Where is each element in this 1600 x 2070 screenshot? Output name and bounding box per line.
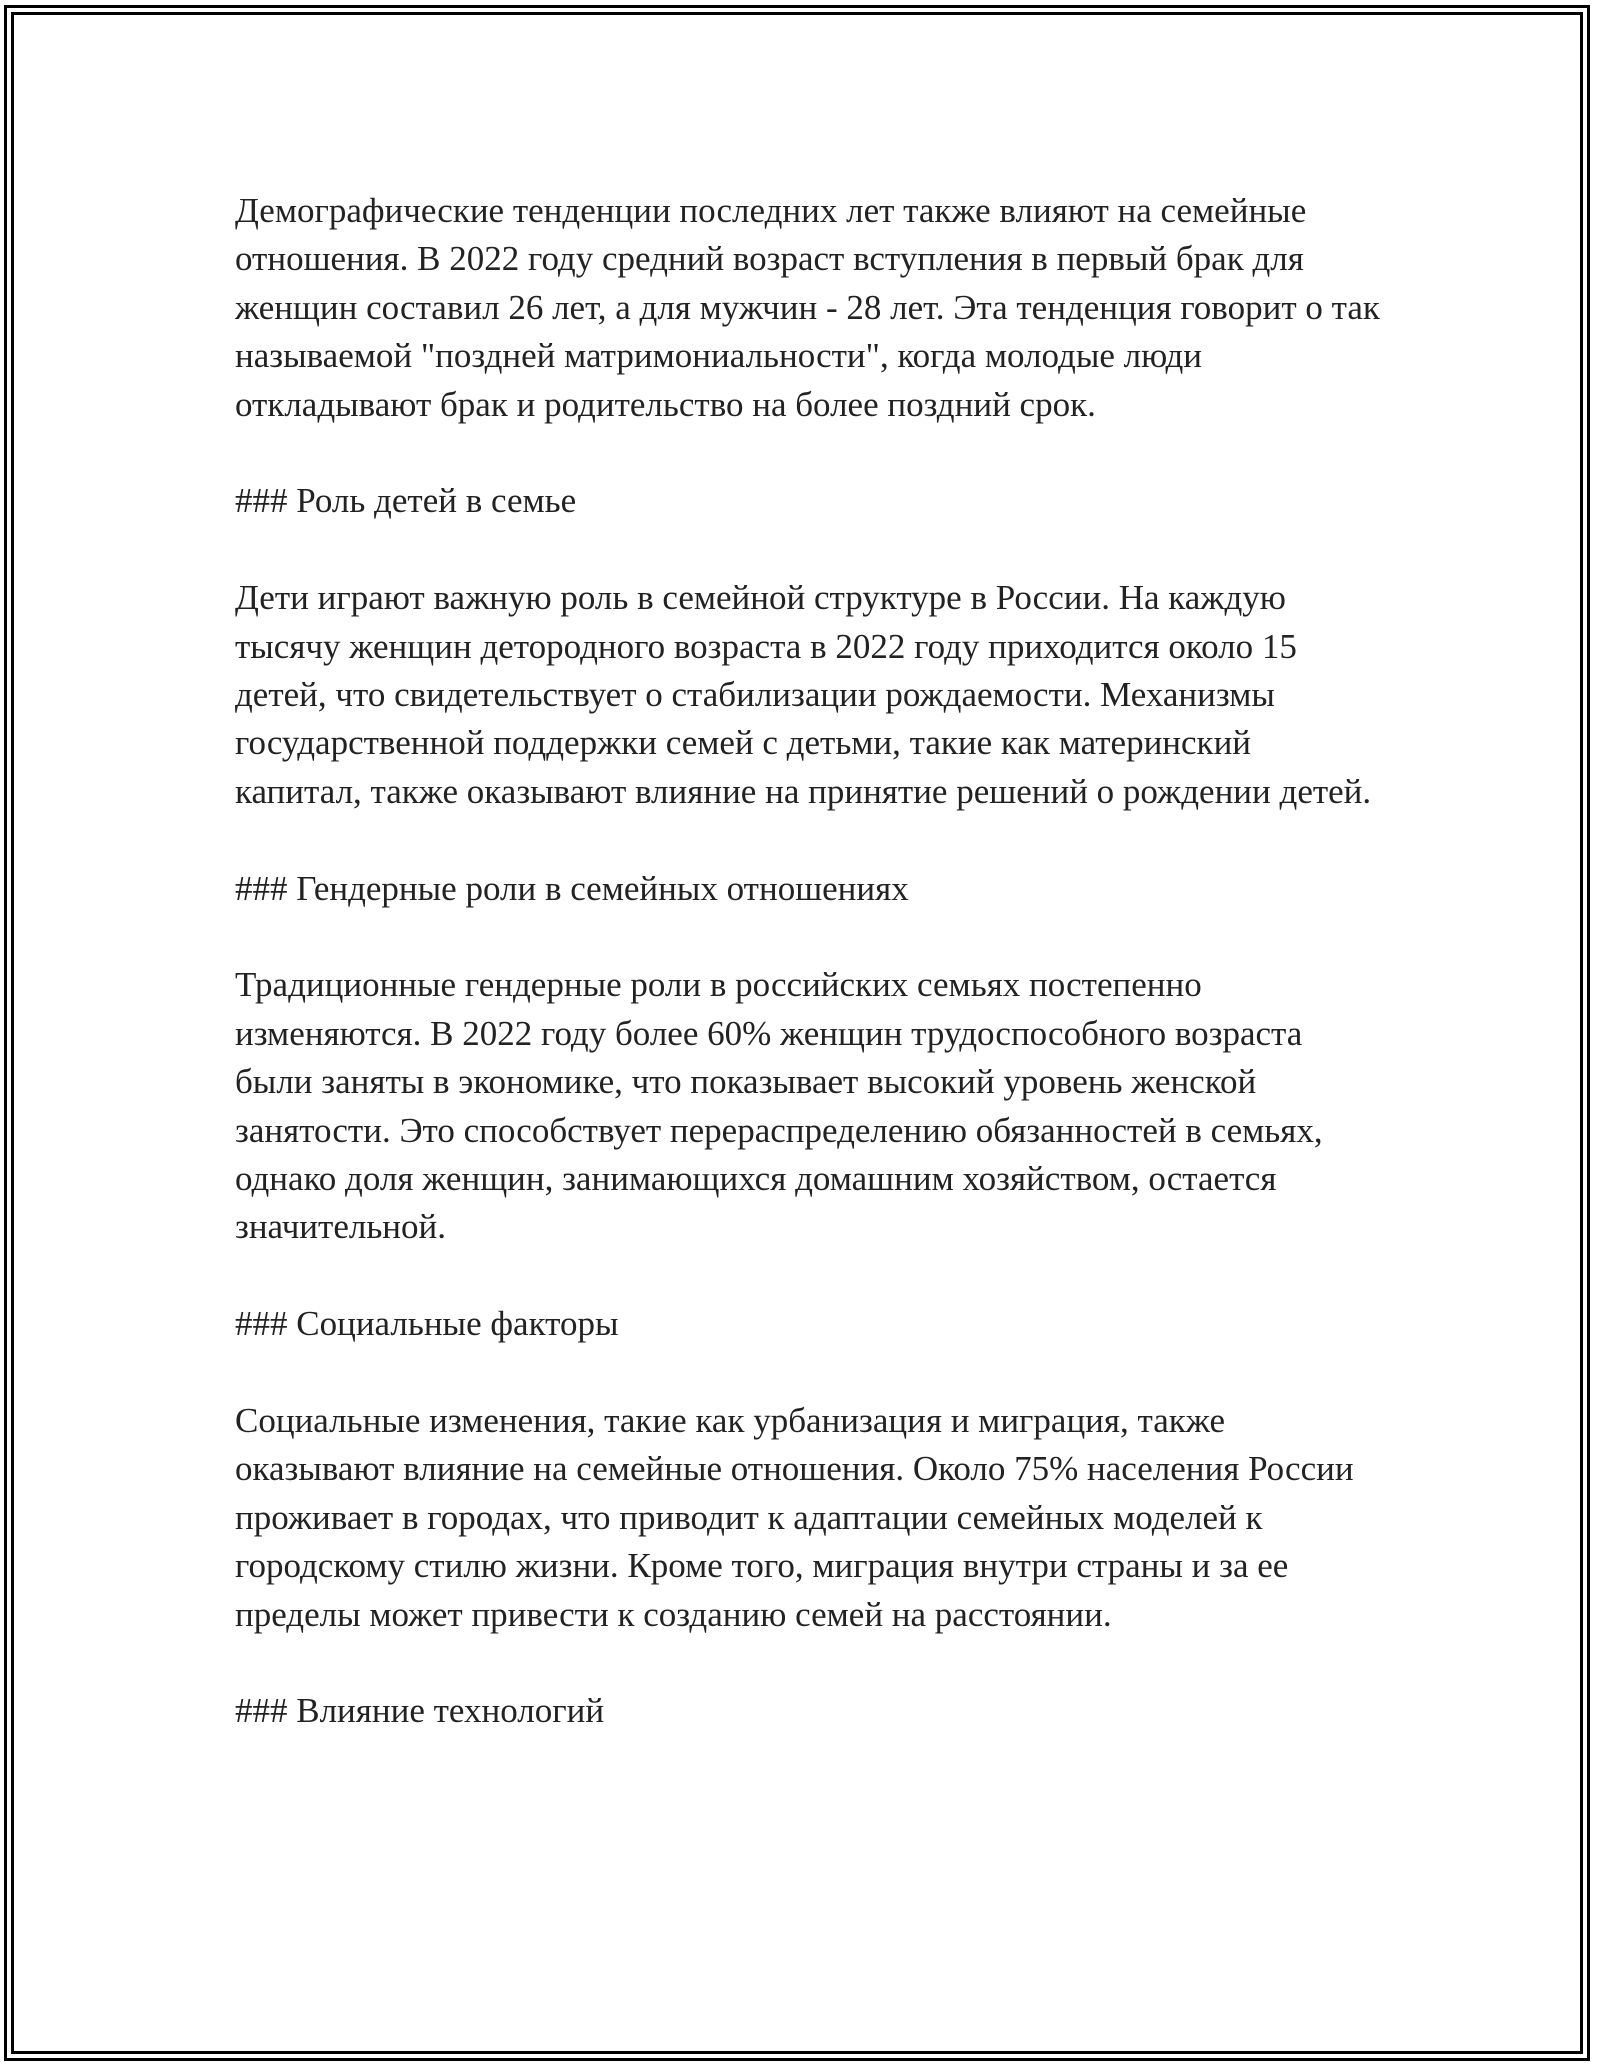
paragraph-social-factors: Социальные изменения, такие как урбанизация и миграция, также оказывают влияние на семейные отношения. Около 75% населения России проживает в городах, что приводит к адаптации семейных моделей к городскому стилю жизни. Кроме того, миграция внутри страны и за ее пределы может привести к созданию семей на расстоянии. <box>235 1401 1354 1634</box>
heading-technology-impact: ### Влияние технологий <box>235 1691 605 1731</box>
paragraph-demographic-trends: Демографические тенденции последних лет также влияют на семейные отношения. В 2022 году средний возраст вступления в первый брак для женщин составил 26 лет, а для мужчин - 28 лет. Эта тенденция говорит о так называемой "поздней матримониальности", когда молодые люди откладывают брак и родительство на более поздний срок. <box>235 191 1380 424</box>
paragraph-gender-roles: Традиционные гендерные роли в российских семьях постепенно изменяются. В 2022 году более 60% женщин трудоспособного возраста были заняты в экономике, что показывает высокий уровень женской занятости. Это способствует перераспределению обязанностей в семьях, однако доля женщин, занимающихся домашним хозяйством, остается значительной. <box>235 965 1323 1247</box>
document-body <box>235 187 1385 1784</box>
heading-social-factors: ### Социальные факторы <box>235 1304 619 1344</box>
paragraph-children-role: Дети играют важную роль в семейной структуре в России. На каждую тысячу женщин детородного возраста в 2022 году приходится около 15 детей, что свидетельствует о стабилизации рождаемости. Механизмы государственной поддержки семей с детьми, такие как материнский капитал, также оказывают влияние на принятие решений о рождении детей. <box>235 578 1372 811</box>
heading-gender-roles: ### Гендерные роли в семейных отношениях <box>235 868 909 908</box>
heading-children-role: ### Роль детей в семье <box>235 481 577 521</box>
